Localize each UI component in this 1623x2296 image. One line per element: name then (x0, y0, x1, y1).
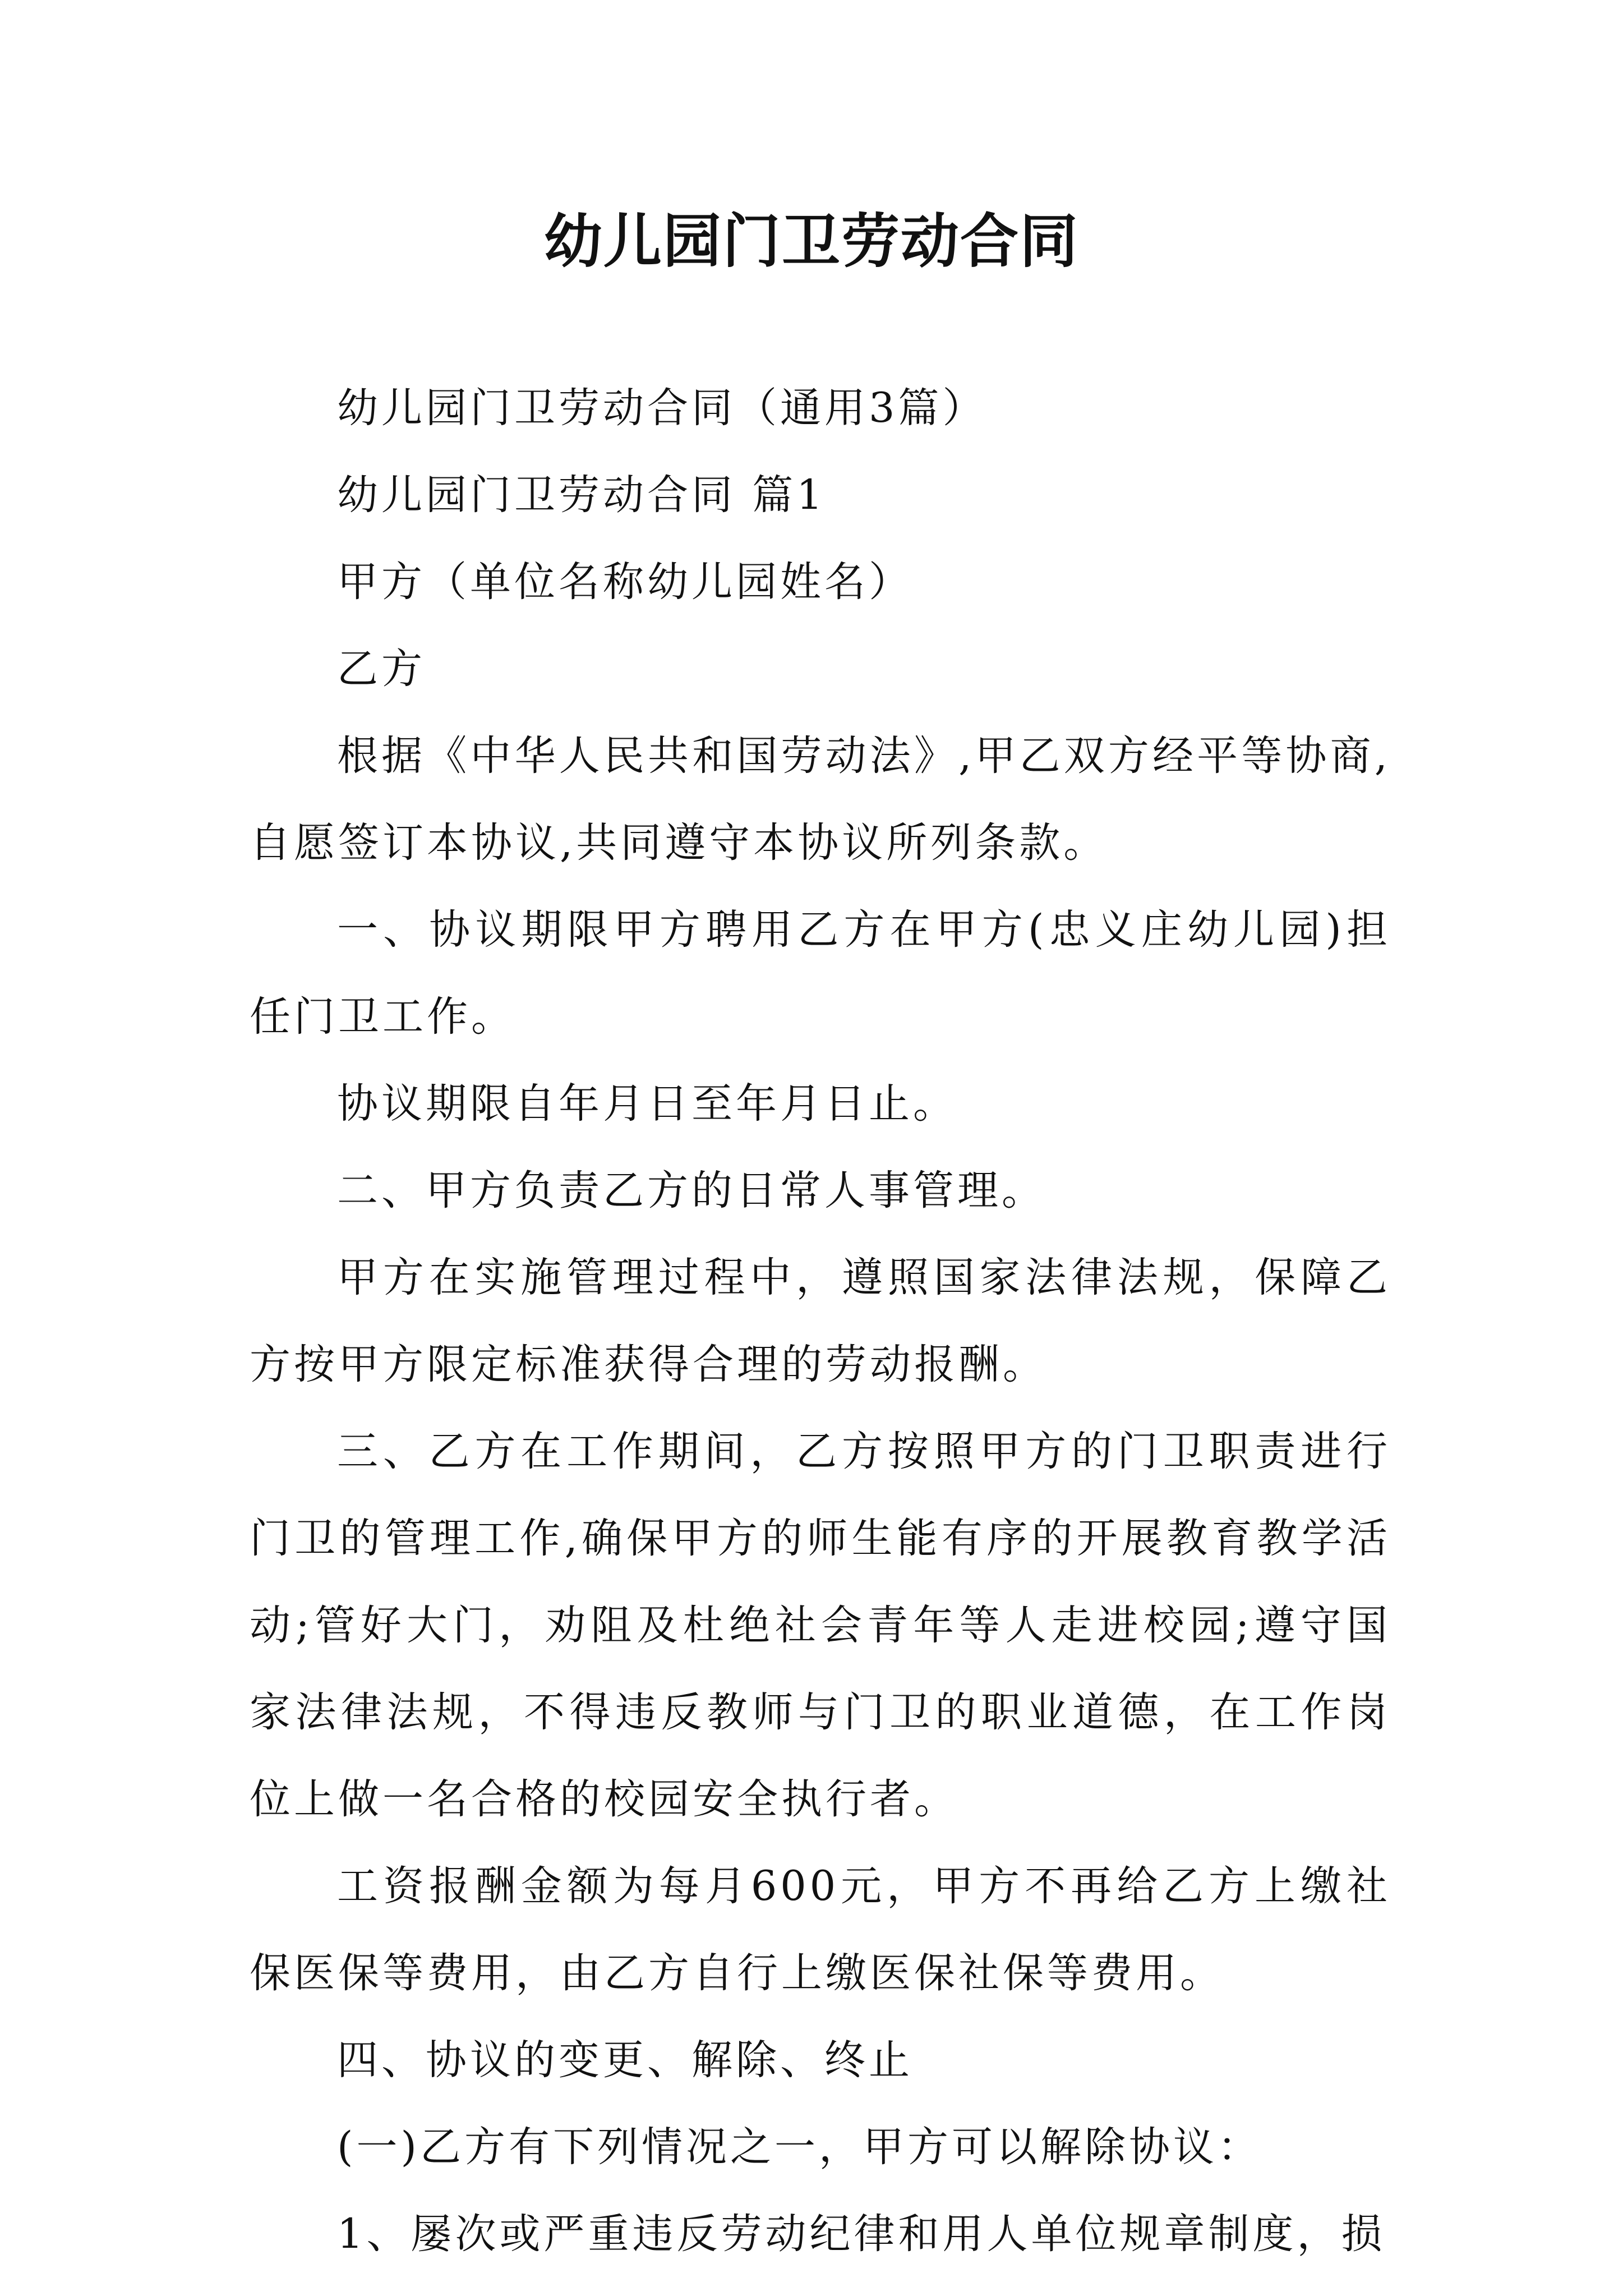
paragraph-condition-1: 1、屡次或严重违反劳动纪律和用人单位规章制度，损 (337, 2210, 1386, 2258)
paragraph-term: 协议期限自年月日至年月日止。 (337, 1080, 957, 1128)
paragraph-clause-1: 一、协议期限甲方聘用乙方在甲方(忠义庄幼儿园)担任门卫工作。 (250, 906, 1391, 1041)
paragraph-management: 甲方在实施管理过程中，遵照国家法律法规，保障乙方按甲方限定标准获得合理的劳动报酬。 (250, 1254, 1391, 1388)
paragraph-clause-4: 四、协议的变更、解除、终止 (337, 2036, 913, 2084)
paragraph-preamble: 根据《中华人民共和国劳动法》,甲乙双方经平等协商,自愿签订本协议,共同遵守本协议所列条款。 (250, 732, 1391, 867)
paragraph-subtitle: 幼儿园门卫劳动合同（通用3篇） (337, 384, 987, 432)
paragraph-salary: 工资报酬金额为每月600元，甲方不再给乙方上缴社保医保等费用，由乙方自行上缴医保社保等费用。 (250, 1862, 1391, 1997)
document-title: 幼儿园门卫劳动合同 (543, 206, 1079, 275)
paragraph-party-a: 甲方（单位名称幼儿园姓名） (337, 558, 913, 606)
paragraph-termination-conditions: (一)乙方有下列情况之一，甲方可以解除协议： (337, 2123, 1262, 2171)
paragraph-clause-2: 二、甲方负责乙方的日常人事管理。 (337, 1167, 1046, 1214)
paragraph-clause-3: 三、乙方在工作期间，乙方按照甲方的门卫职责进行门卫的管理工作,确保甲方的师生能有序的开展教育教学活动;管好大门，劝阻及杜绝社会青年等人走进校园;遵守国家法律法规，不得违反教师与门卫的职业道德，在工作岗位上做一名合格的校园安全执行者。 (250, 1428, 1391, 1823)
document-body (250, 365, 1391, 2277)
paragraph-section-heading: 幼儿园门卫劳动合同 篇1 (337, 471, 826, 519)
paragraph-party-b: 乙方 (337, 645, 426, 693)
